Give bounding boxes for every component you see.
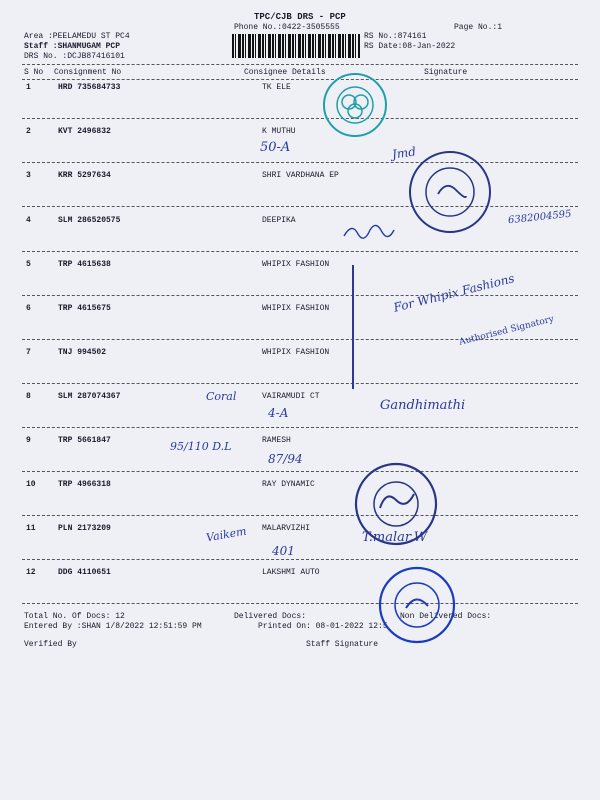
whipix-stamp-text: For Whipix Fashions	[392, 271, 516, 315]
row4-phone: 6382004595	[507, 208, 573, 227]
column-divider	[22, 79, 578, 80]
row-consignee: K MUTHU	[262, 127, 296, 136]
delivered-docs: Delivered Docs:	[234, 612, 307, 621]
row2-signature: Jmd	[391, 144, 417, 162]
company-stamp-row3	[408, 150, 492, 234]
row-divider	[22, 383, 578, 384]
row4-signature	[340, 220, 400, 246]
row-sno: 1	[26, 83, 31, 92]
row-consignee: MALARVIZHI	[262, 524, 311, 533]
row-consignee: WHIPIX FASHION	[262, 260, 330, 269]
rs-date: RS Date:08-Jan-2022	[364, 42, 456, 51]
row8-signature: Gandhimathi	[380, 398, 466, 413]
total-docs: Total No. Of Docs: 12	[24, 612, 125, 621]
row-consignee: SHRI VARDHANA EP	[262, 171, 339, 180]
page-number: Page No.:1	[454, 23, 503, 32]
row8-door-note: 4-A	[268, 406, 289, 420]
row2-door-note: 50-A	[260, 140, 291, 155]
col-consignee: Consignee Details	[244, 68, 326, 77]
row-sno: 12	[26, 568, 36, 577]
row11-signature: T.malar.W	[362, 530, 428, 545]
row-divider	[22, 251, 578, 252]
drs-number: DRS No. :DCJB87416101	[24, 52, 125, 61]
row11-note: Vaikem	[205, 524, 248, 545]
row-divider	[22, 206, 578, 207]
row-consignment: KRR 5297634	[58, 171, 111, 180]
row-consignment: SLM 286520575	[58, 216, 121, 225]
row-consignment: TNJ 994502	[58, 348, 107, 357]
row-consignee: VAIRAMUDI CT	[262, 392, 320, 401]
verified-by: Verified By	[24, 640, 77, 649]
area-label: Area :PEELAMEDU ST PC4	[24, 32, 130, 41]
company-stamp-row1	[322, 72, 388, 138]
row11-door-note: 401	[272, 544, 295, 558]
row-consignee: LAKSHMI AUTO	[262, 568, 320, 577]
company-stamp-row12	[378, 566, 456, 644]
row-consignment: KVT 2496832	[58, 127, 111, 136]
row-sno: 7	[26, 348, 31, 357]
row-sno: 8	[26, 392, 31, 401]
row-consignee: DEEPIKA	[262, 216, 296, 225]
row-sno: 5	[26, 260, 31, 269]
col-sno: S No	[24, 68, 44, 77]
printed-on: Printed On: 08-01-2022 12:5	[258, 622, 388, 631]
row8-coral-note: Coral	[206, 390, 237, 403]
row-divider	[22, 162, 578, 163]
row-sno: 9	[26, 436, 31, 445]
row-consignment: PLN 2173209	[58, 524, 111, 533]
barcode-image	[232, 34, 360, 58]
col-consignment: Consignment No	[54, 68, 122, 77]
header-divider	[22, 64, 578, 65]
row-consignment: TRP 4615675	[58, 304, 111, 313]
row-sno: 11	[26, 524, 36, 533]
non-delivered-docs: Non Delivered Docs:	[400, 612, 492, 621]
row-consignee: RAY DYNAMIC	[262, 480, 315, 489]
doc-title: TPC/CJB DRS - PCP	[254, 12, 346, 22]
row-consignment: TRP 5661847	[58, 436, 111, 445]
whipix-bracket-line	[352, 265, 354, 389]
row-divider	[22, 471, 578, 472]
rs-number: RS No.:874161	[364, 32, 427, 41]
row-sno: 6	[26, 304, 31, 313]
phone-number: Phone No.:0422-3505555	[234, 23, 340, 32]
row-sno: 3	[26, 171, 31, 180]
row-divider	[22, 118, 578, 119]
whipix-authorised: Authorised Signatory	[458, 314, 556, 348]
row-divider	[22, 559, 578, 560]
row-consignment: HRD 735684733	[58, 83, 121, 92]
row-consignment: TRP 4966318	[58, 480, 111, 489]
row-divider	[22, 295, 578, 296]
row-divider	[22, 515, 578, 516]
row-sno: 4	[26, 216, 31, 225]
row9-note: 95/110 D.L	[170, 440, 232, 453]
row-divider	[22, 427, 578, 428]
row-consignment: SLM 287074367	[58, 392, 121, 401]
staff-signature: Staff Signature	[306, 640, 379, 649]
row-consignee: WHIPIX FASHION	[262, 304, 330, 313]
row-divider	[22, 603, 578, 604]
row-consignee: TK ELE	[262, 83, 291, 92]
row9-door-note: 87/94	[268, 452, 303, 466]
col-signature: Signature	[424, 68, 468, 77]
row-consignee: RAMESH	[262, 436, 291, 445]
row-consignment: TRP 4615638	[58, 260, 111, 269]
row-consignment: DDG 4110651	[58, 568, 111, 577]
row-consignee: WHIPIX FASHION	[262, 348, 330, 357]
staff-label: Staff :SHANMUGAM PCP	[24, 42, 121, 51]
row-sno: 10	[26, 480, 36, 489]
entered-by: Entered By :SHAN 1/8/2022 12:51:59 PM	[24, 622, 202, 631]
row-sno: 2	[26, 127, 31, 136]
